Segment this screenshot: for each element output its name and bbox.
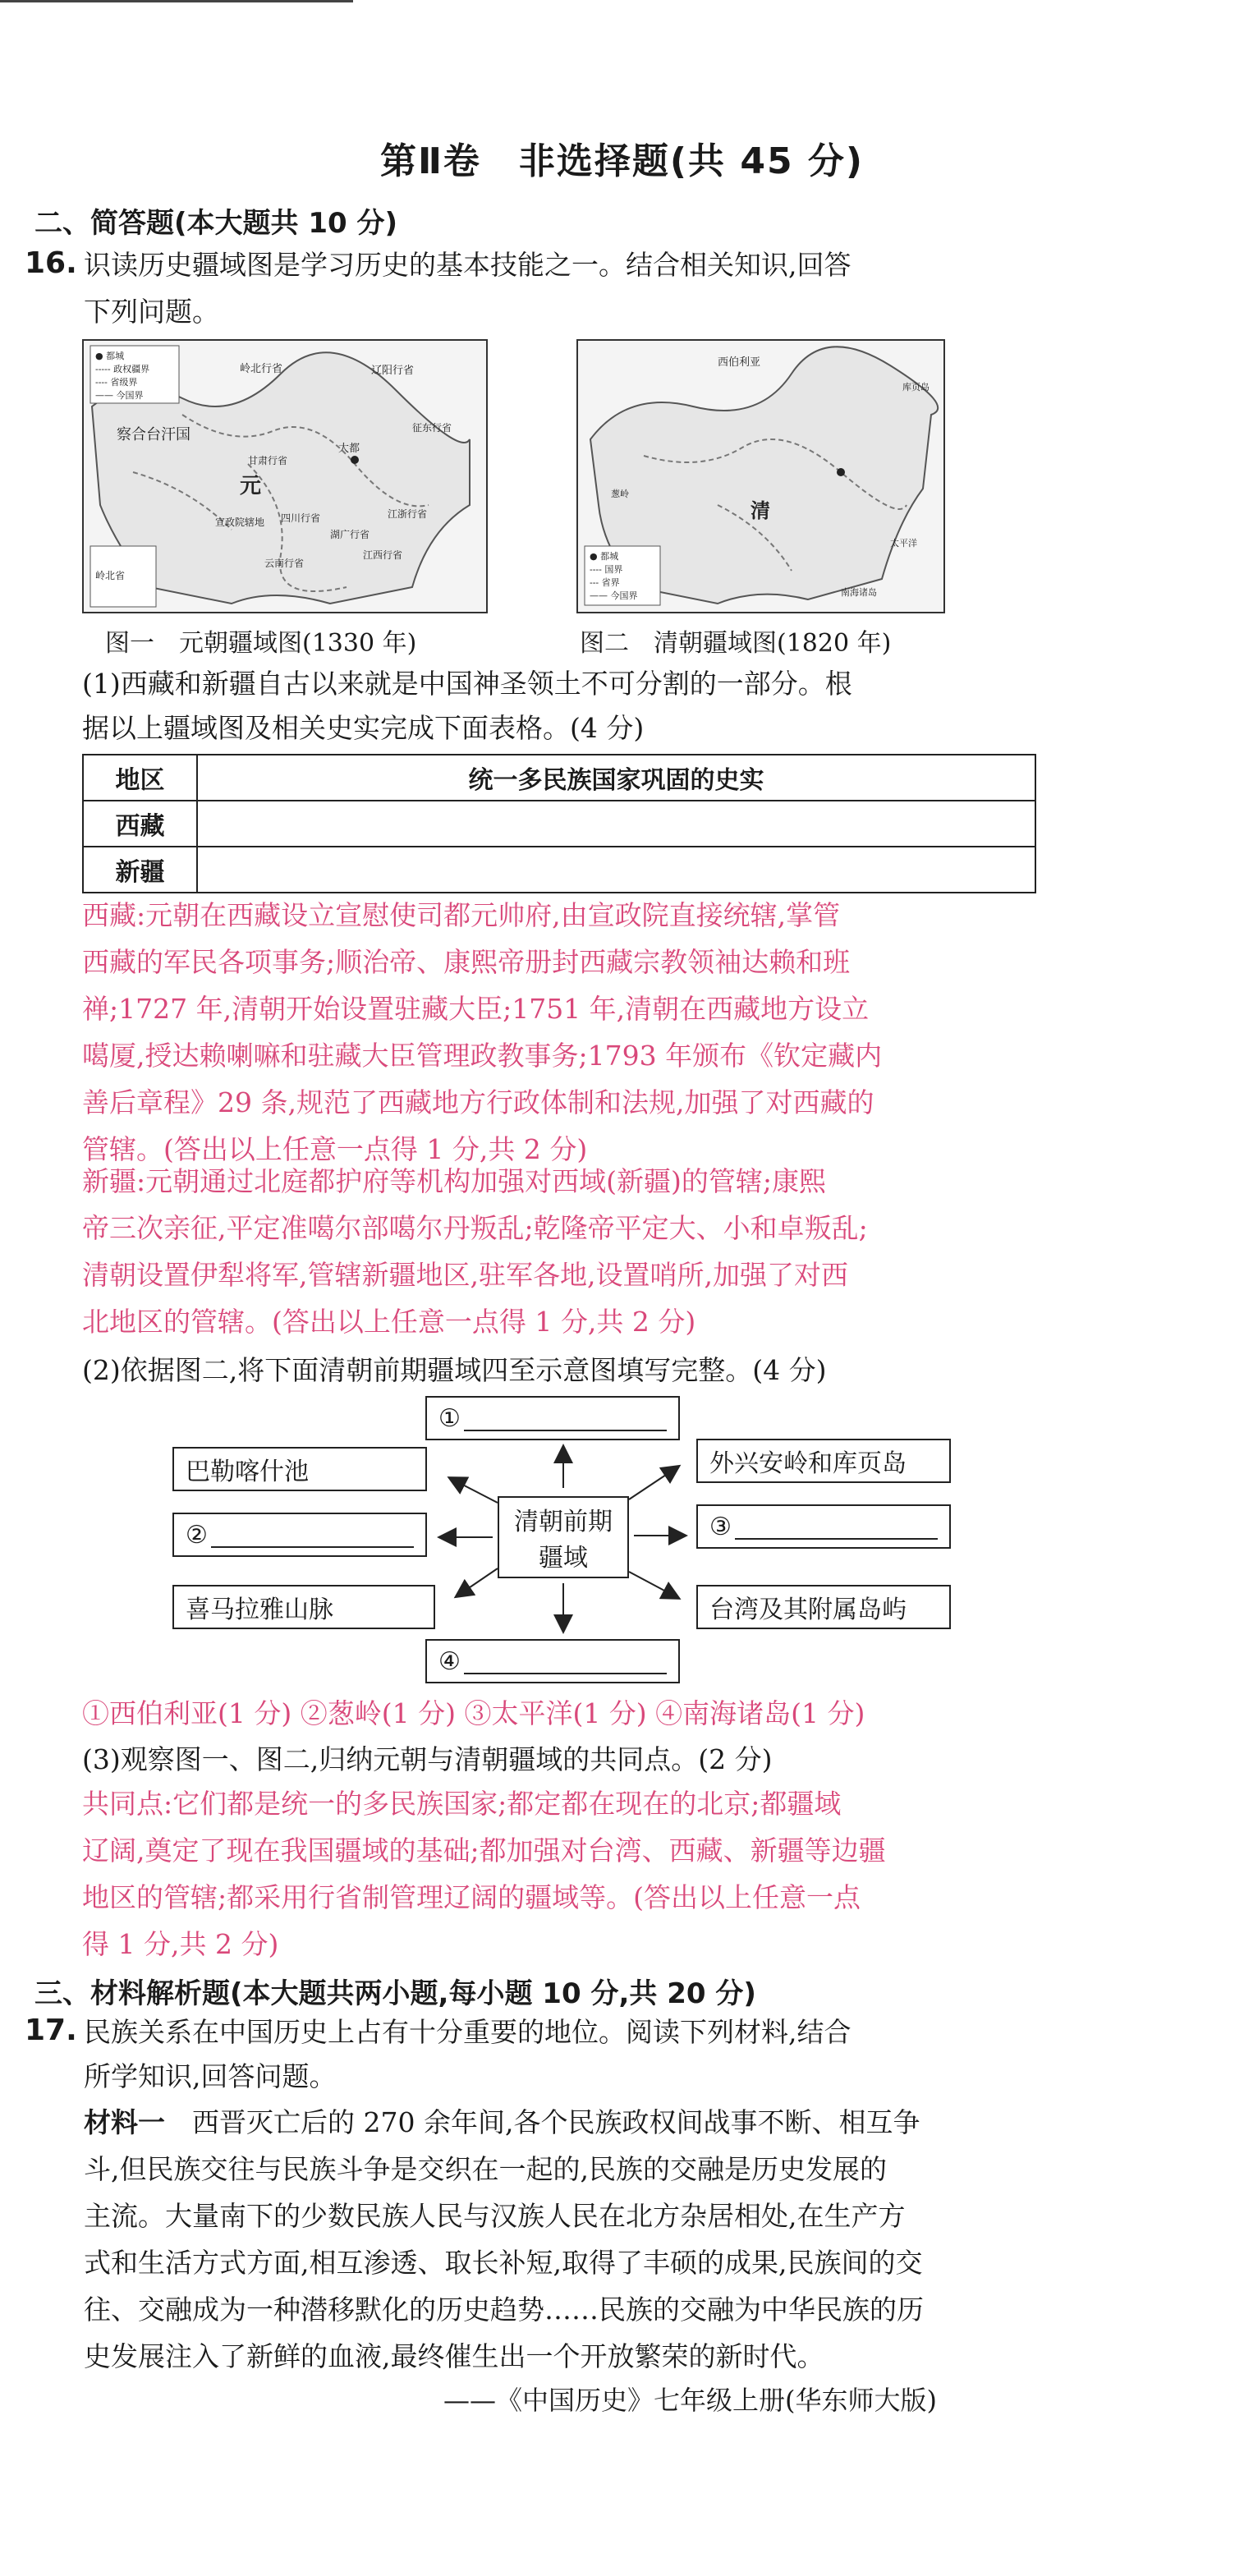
diagram-box-right-upper-label: 外兴安岭和库页岛 bbox=[709, 1449, 907, 1478]
material-source: ——《中国历史》七年级上册(华东师大版) bbox=[443, 2385, 937, 2416]
map2-label-nanhai: 南海诸岛 bbox=[841, 587, 877, 598]
answer-tibet-line: 禅;1727 年,清朝开始设置驻藏大臣;1751 年,清朝在西藏地方设立 bbox=[82, 993, 870, 1025]
diagram-box-right-mid-label: ③ bbox=[709, 1512, 732, 1541]
map-yuan-dynasty bbox=[82, 339, 488, 613]
answer-tibet-line: 管辖。(答出以上任意一点得 1 分,共 2 分) bbox=[82, 1133, 588, 1165]
answer-sub2: ①西伯利亚(1 分) ②葱岭(1 分) ③太平洋(1 分) ④南海诸岛(1 分) bbox=[82, 1697, 865, 1729]
map2-label-pacific: 太平洋 bbox=[890, 538, 917, 549]
table-row bbox=[83, 847, 1035, 893]
map1-label-yuan: 元 bbox=[240, 474, 262, 498]
diagram-box-top-label: ① bbox=[438, 1403, 461, 1433]
answer-tibet-line: 西藏:元朝在西藏设立宣慰使司都元帅府,由宣政院直接统辖,掌管 bbox=[82, 899, 841, 931]
part2-heading: 二、简答题(本大题共 10 分) bbox=[34, 207, 398, 240]
map1-label-dadu: 大都 bbox=[338, 443, 360, 455]
map1-label-gansu: 甘肃行省 bbox=[248, 455, 288, 466]
question-16-number: 16. bbox=[25, 246, 77, 280]
map1-label-zhengdong: 征东行省 bbox=[412, 422, 452, 434]
map1-legend-1: ● 都城 bbox=[95, 351, 125, 361]
material-label: 材料一 bbox=[84, 2106, 165, 2138]
answer-xinjiang-line: 新疆:元朝通过北庭都护府等机构加强对西域(新疆)的管辖;康熙 bbox=[82, 1165, 826, 1197]
map2-caption: 图二 清朝疆域图(1820 年) bbox=[580, 629, 892, 658]
map1-label-jiangzhe: 江浙行省 bbox=[388, 508, 428, 520]
diagram-box-left-mid-label: ② bbox=[186, 1520, 208, 1550]
diagram-center-line2: 疆域 bbox=[539, 1544, 588, 1573]
map1-label-sichuan: 四川行省 bbox=[281, 512, 321, 524]
part3-heading: 三、材料解析题(本大题共两小题,每小题 10 分,共 20 分) bbox=[34, 1977, 756, 2010]
question-17-number: 17. bbox=[25, 2014, 77, 2047]
diagram-box-left-lower-label: 喜马拉雅山脉 bbox=[186, 1596, 333, 1624]
sub1-text-line1: (1)西藏和新疆自古以来就是中国神圣领土不可分割的一部分。根 bbox=[82, 668, 852, 700]
table-row-xinjiang: 新疆 bbox=[83, 847, 197, 893]
arrow-lower-left bbox=[457, 1568, 498, 1596]
material-line: 式和生活方式方面,相互渗透、取长补短,取得了丰硕的成果,民族间的交 bbox=[84, 2247, 923, 2279]
map2-label-siberia: 西伯利亚 bbox=[718, 356, 761, 369]
material-line bbox=[84, 2099, 1053, 2146]
map2-label-kuye: 库页岛 bbox=[902, 382, 930, 393]
material-line: 斗,但民族交往与民族斗争是交织在一起的,民族的交融是历史发展的 bbox=[84, 2153, 887, 2185]
map1-label-yunnan: 云南行省 bbox=[264, 558, 305, 569]
answer-xinjiang-line: 北地区的管辖。(答出以上任意一点得 1 分,共 2 分) bbox=[82, 1306, 696, 1338]
table-header-facts: 统一多民族国家巩固的史实 bbox=[197, 755, 1035, 801]
map1-label-huguang: 湖广行省 bbox=[330, 529, 370, 540]
question-16-stem-line2: 下列问题。 bbox=[84, 296, 219, 328]
map1-label-liaoyang: 辽阳行省 bbox=[371, 365, 415, 377]
answer-sub3-line: 辽阔,奠定了现在我国疆域的基础;都加强对台湾、西藏、新疆等边疆 bbox=[82, 1834, 886, 1867]
map1-label-inset: 岭北省 bbox=[95, 570, 126, 581]
answer-tibet bbox=[82, 892, 882, 1173]
section-title: 第Ⅱ卷 非选择题(共 45 分) bbox=[379, 140, 865, 182]
answer-sub3-line: 共同点:它们都是统一的多民族国家;都定都在现在的北京;都疆域 bbox=[82, 1788, 842, 1820]
answer-xinjiang-line: 清朝设置伊犁将军,管辖新疆地区,驻军各地,设置哨所,加强了对西 bbox=[82, 1259, 848, 1291]
map1-legend-3: ---- 省级界 bbox=[95, 377, 138, 388]
material-line: 往、交融成为一种潜移默化的历史趋势……民族的交融为中华民族的历 bbox=[84, 2294, 924, 2326]
answer-sub3-line: 地区的管辖;都采用行省制管理辽阔的疆域等。(答出以上任意一点 bbox=[82, 1881, 861, 1913]
map1-legend-4: —— 今国界 bbox=[95, 390, 144, 401]
map1-label-jiangxi: 江西行省 bbox=[363, 549, 403, 561]
table-cell-tibet-answer[interactable] bbox=[197, 801, 1035, 847]
map1-legend-2: ----- 政权疆界 bbox=[95, 364, 150, 374]
map1-label-chagatai: 察合台汗国 bbox=[117, 426, 191, 443]
arrow-upper-right bbox=[629, 1467, 678, 1499]
map-qing-dynasty bbox=[576, 339, 945, 613]
table-row bbox=[83, 801, 1035, 847]
material-line: 主流。大量南下的少数民族人民与汉族人民在北方杂居相处,在生产方 bbox=[84, 2200, 906, 2232]
diagram-center-line1: 清朝前期 bbox=[514, 1508, 613, 1536]
map2-legend-1: ● 都城 bbox=[590, 551, 619, 562]
table-header-row bbox=[83, 755, 1035, 801]
answer-tibet-line: 噶厦,授达赖喇嘛和驻藏大臣管理政教事务;1793 年颁布《钦定藏内 bbox=[82, 1040, 883, 1072]
map1-label-xuanzheng: 宣政院辖地 bbox=[215, 517, 265, 528]
map2-legend-3: --- 省界 bbox=[590, 577, 620, 588]
sub2-text: (2)依据图二,将下面清朝前期疆域四至示意图填写完整。(4 分) bbox=[82, 1354, 827, 1386]
answer-xinjiang bbox=[82, 1158, 868, 1345]
question-17-stem-line1: 民族关系在中国历史上占有十分重要的地位。阅读下列材料,结合 bbox=[84, 2016, 852, 2048]
top-rule bbox=[0, 0, 353, 2]
diagram-arrows bbox=[0, 1388, 1244, 1700]
map2-legend-4: —— 今国界 bbox=[590, 590, 638, 601]
arrow-lower-right bbox=[629, 1572, 678, 1598]
answer-xinjiang-line: 帝三次亲征,平定准噶尔部噶尔丹叛乱;乾隆帝平定大、小和卓叛乱; bbox=[82, 1212, 868, 1244]
map2-label-qing: 清 bbox=[751, 498, 770, 522]
map2-legend-2: ---- 国界 bbox=[590, 564, 623, 575]
map-yuan-svg bbox=[84, 341, 486, 612]
material-line-text: 西晋灭亡后的 270 余年间,各个民族政权间战事不断、相互争 bbox=[165, 2106, 920, 2138]
question-16-stem-line1: 识读历史疆域图是学习历史的基本技能之一。结合相关知识,回答 bbox=[84, 249, 852, 281]
answer-sub3 bbox=[82, 1780, 886, 1968]
material-line: 史发展注入了新鲜的血液,最终催生出一个开放繁荣的新时代。 bbox=[84, 2340, 824, 2372]
table-cell-xinjiang-answer[interactable] bbox=[197, 847, 1035, 893]
answer-sub3-line: 得 1 分,共 2 分) bbox=[82, 1928, 279, 1960]
material-one bbox=[84, 2099, 1053, 2380]
map-qing-svg bbox=[578, 341, 943, 612]
table-header-region: 地区 bbox=[83, 755, 197, 801]
question-17-stem-line2: 所学知识,回答问题。 bbox=[84, 2060, 337, 2092]
sub1-text-line2: 据以上疆域图及相关史实完成下面表格。(4 分) bbox=[82, 712, 645, 744]
table-row-tibet: 西藏 bbox=[83, 801, 197, 847]
answer-tibet-line: 西藏的军民各项事务;顺治帝、康熙帝册封西藏宗教领袖达赖和班 bbox=[82, 946, 851, 978]
diagram-box-bottom-label: ④ bbox=[438, 1646, 461, 1676]
map1-label-lingbei: 岭北行省 bbox=[240, 363, 283, 375]
diagram-box-right-lower-label: 台湾及其附属岛屿 bbox=[709, 1596, 907, 1624]
answer-tibet-line: 善后章程》29 条,规范了西藏地方行政体制和法规,加强了对西藏的 bbox=[82, 1086, 874, 1118]
sub3-text: (3)观察图一、图二,归纳元朝与清朝疆域的共同点。(2 分) bbox=[82, 1743, 773, 1775]
arrow-upper-left bbox=[450, 1478, 498, 1503]
facts-table bbox=[82, 754, 1036, 893]
map1-caption: 图一 元朝疆域图(1330 年) bbox=[105, 629, 417, 658]
diagram-box-left-upper-label: 巴勒喀什池 bbox=[186, 1458, 309, 1486]
map2-label-congling: 葱岭 bbox=[611, 489, 629, 499]
